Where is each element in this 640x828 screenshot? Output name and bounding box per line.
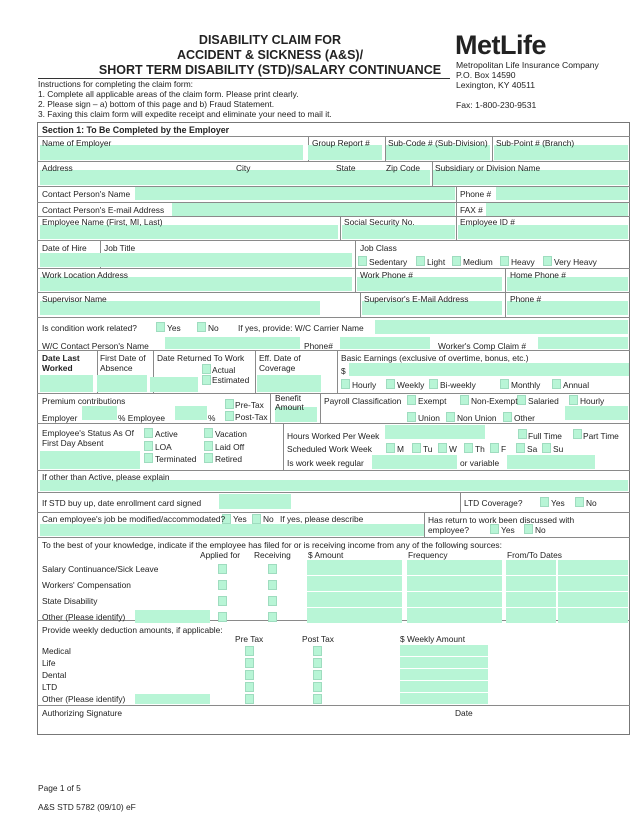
employer-pct-input[interactable] bbox=[82, 406, 117, 420]
label: Pre Tax bbox=[235, 634, 264, 644]
label: Hourly bbox=[580, 396, 605, 406]
day-w-checkbox[interactable] bbox=[438, 443, 447, 453]
income-to-date-input[interactable] bbox=[558, 592, 628, 607]
company-fax: Fax: 1-800-230-9531 bbox=[456, 100, 537, 110]
label: Very Heavy bbox=[554, 257, 597, 267]
deduction-amount-input[interactable] bbox=[400, 693, 488, 704]
deduction-amount-input[interactable] bbox=[400, 681, 488, 692]
job-class-sedentary-checkbox[interactable] bbox=[358, 256, 367, 266]
income-source-label: State Disability bbox=[42, 596, 98, 606]
deduction-posttax-checkbox[interactable] bbox=[313, 694, 322, 704]
receiving-checkbox[interactable] bbox=[268, 580, 277, 590]
signature-field[interactable] bbox=[40, 718, 450, 733]
income-from-date-input[interactable] bbox=[506, 592, 556, 607]
label: Contact Person's Name bbox=[42, 189, 131, 199]
label: Is condition work related? bbox=[42, 323, 137, 333]
label: or variable bbox=[460, 458, 500, 468]
deduction-label: Life bbox=[42, 658, 56, 668]
status-laid-off-checkbox[interactable] bbox=[204, 441, 213, 451]
signature-date-field[interactable] bbox=[453, 718, 628, 733]
divider bbox=[460, 492, 461, 512]
wc-carrier-input[interactable] bbox=[375, 320, 628, 334]
label: $ Amount bbox=[308, 550, 344, 560]
label: No bbox=[263, 514, 274, 524]
divider bbox=[456, 186, 457, 216]
divider bbox=[37, 240, 630, 241]
metlife-logo: MetLife bbox=[455, 30, 546, 60]
income-amount-input[interactable] bbox=[307, 608, 402, 623]
deduction-other-identify-input[interactable] bbox=[135, 694, 210, 704]
label: Weekly bbox=[397, 380, 425, 390]
wc-claim-input[interactable] bbox=[538, 337, 628, 349]
label: Name of Employer bbox=[42, 138, 112, 148]
form-number: A&S STD 5782 (09/10) eF bbox=[38, 802, 136, 812]
address-input[interactable] bbox=[40, 170, 430, 185]
deduction-pretax-checkbox[interactable] bbox=[245, 682, 254, 692]
label: Medium bbox=[463, 257, 493, 267]
divider bbox=[37, 492, 630, 493]
deduction-amount-input[interactable] bbox=[400, 657, 488, 668]
instruction: 3. Faxing this claim form will expedite receipt and eliminate your need to mail it. bbox=[38, 109, 332, 119]
divider bbox=[37, 161, 630, 162]
label: Subsidiary or Division Name bbox=[435, 163, 541, 173]
divider bbox=[255, 350, 256, 393]
label: Annual bbox=[563, 380, 590, 390]
deduction-posttax-checkbox[interactable] bbox=[313, 670, 322, 680]
label: To the best of your knowledge, indicate if the employee has filed for or is receiving income from any of the following sources: bbox=[42, 540, 502, 550]
label: Bi-weekly bbox=[440, 380, 476, 390]
form-title-line1: DISABILITY CLAIM FOR bbox=[198, 33, 342, 47]
income-amount-input[interactable] bbox=[307, 560, 402, 575]
deduction-pretax-checkbox[interactable] bbox=[245, 658, 254, 668]
income-frequency-input[interactable] bbox=[407, 608, 502, 623]
label: $ bbox=[341, 366, 346, 376]
contact-email-input[interactable] bbox=[172, 203, 455, 216]
section1-title: Section 1: To Be Completed by the Employer bbox=[42, 125, 230, 135]
label: Exempt bbox=[418, 396, 447, 406]
income-other-identify-input[interactable] bbox=[135, 610, 210, 623]
company-city: Lexington, KY 40511 bbox=[456, 80, 536, 90]
income-from-date-input[interactable] bbox=[506, 608, 556, 623]
label: Job Title bbox=[104, 243, 136, 253]
deduction-amount-input[interactable] bbox=[400, 669, 488, 680]
employee-pct-input[interactable] bbox=[175, 406, 207, 420]
company-box: P.O. Box 14590 bbox=[456, 70, 516, 80]
receiving-checkbox[interactable] bbox=[268, 612, 277, 622]
label: Employee Name (First, MI, Last) bbox=[42, 217, 163, 227]
payroll-other-checkbox[interactable] bbox=[503, 412, 512, 422]
pay-monthly-checkbox[interactable] bbox=[500, 379, 509, 389]
label: If other than Active, please explain bbox=[42, 472, 170, 482]
label: Yes bbox=[233, 514, 247, 524]
income-to-date-input[interactable] bbox=[558, 608, 628, 623]
label: Provide weekly deduction amounts, if applicable: bbox=[42, 625, 223, 635]
income-from-date-input[interactable] bbox=[506, 560, 556, 575]
work-related-no-checkbox[interactable] bbox=[197, 322, 206, 332]
day-su-checkbox[interactable] bbox=[542, 443, 551, 453]
label: No bbox=[208, 323, 219, 333]
label: City bbox=[236, 163, 251, 173]
status-vacation-checkbox[interactable] bbox=[204, 428, 213, 438]
label: Post-Tax bbox=[235, 412, 268, 422]
deduction-label: LTD bbox=[42, 682, 58, 692]
divider bbox=[37, 512, 630, 513]
divider bbox=[37, 537, 630, 538]
divider bbox=[355, 268, 356, 292]
wc-contact-input[interactable] bbox=[165, 337, 300, 349]
income-frequency-input[interactable] bbox=[407, 576, 502, 591]
label: If STD buy up, date enrollment card signed bbox=[42, 498, 202, 508]
label: Scheduled Work Week bbox=[287, 444, 372, 454]
date-last-worked-input[interactable] bbox=[40, 375, 93, 392]
ssn-input[interactable] bbox=[342, 225, 455, 239]
basic-earnings-input[interactable] bbox=[349, 363, 629, 376]
label: Employee's Status As Of First Day Absent bbox=[42, 428, 134, 448]
label: Work Phone # bbox=[360, 270, 413, 280]
income-to-date-input[interactable] bbox=[558, 560, 628, 575]
modified-no-checkbox[interactable] bbox=[252, 514, 261, 524]
divider bbox=[355, 240, 356, 268]
first-absence-input[interactable] bbox=[97, 375, 147, 392]
label: Other bbox=[514, 413, 535, 423]
wc-phone-input[interactable] bbox=[340, 337, 430, 349]
label: Home Phone # bbox=[510, 270, 566, 280]
receiving-checkbox[interactable] bbox=[268, 596, 277, 606]
instruction: 1. Complete all applicable areas of the claim form. Please print clearly. bbox=[38, 89, 299, 99]
divider bbox=[37, 470, 630, 471]
variable-week-input[interactable] bbox=[507, 455, 595, 469]
label: If yes, provide: W/C Carrier Name bbox=[238, 323, 364, 333]
status-date-input[interactable] bbox=[40, 451, 140, 469]
ltd-no-checkbox[interactable] bbox=[575, 497, 584, 507]
label: First Date of Absence bbox=[100, 353, 146, 373]
contact-name-input[interactable] bbox=[135, 187, 455, 200]
label: Active bbox=[155, 429, 178, 439]
deduction-posttax-checkbox[interactable] bbox=[313, 682, 322, 692]
job-class-heavy-checkbox[interactable] bbox=[500, 256, 509, 266]
label: Is work week regular bbox=[287, 458, 364, 468]
divider bbox=[37, 423, 630, 424]
label: Premium contributions bbox=[42, 396, 126, 406]
label: Authorizing Signature bbox=[42, 708, 123, 718]
hours-per-week-input[interactable] bbox=[385, 425, 485, 439]
label: Estimated bbox=[212, 375, 250, 385]
income-source-label: Salary Continuance/Sick Leave bbox=[42, 564, 159, 574]
deduction-label: Medical bbox=[42, 646, 71, 656]
label: Supervisor Name bbox=[42, 294, 107, 304]
label: Full Time bbox=[528, 431, 562, 441]
job-class-medium-checkbox[interactable] bbox=[452, 256, 461, 266]
divider bbox=[270, 393, 271, 423]
parttime-checkbox[interactable] bbox=[573, 429, 582, 439]
label: F bbox=[501, 444, 507, 454]
label: Non-Exempt bbox=[471, 396, 518, 406]
label: Date Last Worked bbox=[42, 353, 80, 373]
label: Employer bbox=[42, 413, 78, 423]
divider bbox=[424, 512, 425, 537]
income-to-date-input[interactable] bbox=[558, 576, 628, 591]
label: Yes bbox=[167, 323, 181, 333]
income-amount-input[interactable] bbox=[307, 576, 402, 591]
label: Job Class bbox=[360, 243, 397, 253]
ltd-yes-checkbox[interactable] bbox=[540, 497, 549, 507]
label: Vacation bbox=[215, 429, 247, 439]
label: Can employee's job be modified/accommodated? bbox=[42, 514, 226, 524]
form-title-line2: ACCIDENT & SICKNESS (A&S)/ bbox=[176, 48, 364, 62]
label: % bbox=[208, 413, 216, 423]
payroll-non-exempt-checkbox[interactable] bbox=[460, 395, 469, 405]
label: Actual bbox=[212, 365, 236, 375]
payroll-salaried-checkbox[interactable] bbox=[517, 395, 526, 405]
label: State bbox=[336, 163, 356, 173]
work-related-yes-checkbox[interactable] bbox=[156, 322, 165, 332]
company-name: Metropolitan Life Insurance Company bbox=[456, 60, 599, 70]
label: From/To Dates bbox=[507, 550, 562, 560]
divider bbox=[37, 317, 630, 318]
label: Su bbox=[553, 444, 564, 454]
payroll-other-input[interactable] bbox=[565, 406, 628, 420]
label: Benefit Amount bbox=[275, 393, 304, 412]
applied-for-checkbox[interactable] bbox=[218, 596, 227, 606]
pay-bi-weekly-checkbox[interactable] bbox=[429, 379, 438, 389]
income-source-label: Workers' Compensation bbox=[42, 580, 131, 590]
label: Has return to work been discussed with employee? bbox=[428, 515, 575, 535]
job-class-very-heavy-checkbox[interactable] bbox=[543, 256, 552, 266]
label: Zip Code bbox=[386, 163, 420, 173]
date-returned-input[interactable] bbox=[150, 377, 198, 392]
modified-describe-input[interactable] bbox=[40, 524, 424, 536]
day-th-checkbox[interactable] bbox=[464, 443, 473, 453]
day-f-checkbox[interactable] bbox=[490, 443, 499, 453]
label: Date of Hire bbox=[42, 243, 87, 253]
employee-name-input[interactable] bbox=[40, 225, 338, 239]
divider bbox=[340, 216, 341, 240]
label: Address bbox=[42, 163, 73, 173]
label: Date Returned To Work bbox=[157, 353, 245, 363]
divider bbox=[505, 292, 506, 317]
deduction-posttax-checkbox[interactable] bbox=[313, 658, 322, 668]
returned-estimated-checkbox[interactable] bbox=[202, 375, 211, 385]
label: Group Report # bbox=[312, 138, 370, 148]
employee-id-input[interactable] bbox=[458, 225, 628, 239]
label: Sedentary bbox=[369, 257, 408, 267]
income-from-date-input[interactable] bbox=[506, 576, 556, 591]
label: Applied for bbox=[200, 550, 241, 560]
fulltime-checkbox[interactable] bbox=[518, 429, 527, 439]
label: Phone # bbox=[510, 294, 542, 304]
deduction-label: Other (Please identify) bbox=[42, 694, 126, 704]
pay-weekly-checkbox[interactable] bbox=[386, 379, 395, 389]
label: Monthly bbox=[511, 380, 541, 390]
hire-jobtitle-input[interactable] bbox=[40, 253, 352, 267]
std-buyup-date-input[interactable] bbox=[219, 494, 291, 509]
label: No bbox=[535, 525, 546, 535]
regular-week-input[interactable] bbox=[372, 455, 457, 469]
label: Heavy bbox=[511, 257, 535, 267]
label: Th bbox=[475, 444, 485, 454]
instruction: 2. Please sign – a) bottom of this page and b) Fraud Statement. bbox=[38, 99, 275, 109]
deduction-amount-input[interactable] bbox=[400, 645, 488, 656]
instructions-heading: Instructions for completing the claim form: bbox=[38, 79, 193, 89]
label: Basic Earnings (exclusive of overtime, bonus, etc.) bbox=[341, 353, 529, 363]
divider bbox=[37, 268, 630, 269]
divider bbox=[492, 136, 493, 161]
label: W bbox=[449, 444, 457, 454]
status-retired-checkbox[interactable] bbox=[204, 453, 213, 463]
label: Payroll Classification bbox=[324, 396, 402, 406]
label: Salaried bbox=[528, 396, 559, 406]
label: % Employee bbox=[118, 413, 166, 423]
label: Post Tax bbox=[302, 634, 334, 644]
label: Light bbox=[427, 257, 446, 267]
contact-fax-input[interactable] bbox=[486, 203, 628, 216]
payroll-non-union-checkbox[interactable] bbox=[446, 412, 455, 422]
applied-for-checkbox[interactable] bbox=[218, 580, 227, 590]
receiving-checkbox[interactable] bbox=[268, 564, 277, 574]
divider bbox=[37, 705, 630, 706]
label: No bbox=[586, 498, 597, 508]
deduction-pretax-checkbox[interactable] bbox=[245, 646, 254, 656]
label: Social Security No. bbox=[344, 217, 415, 227]
deduction-posttax-checkbox[interactable] bbox=[313, 646, 322, 656]
label: Pre-Tax bbox=[235, 400, 264, 410]
day-m-checkbox[interactable] bbox=[386, 443, 395, 453]
label: Frequency bbox=[408, 550, 448, 560]
divider bbox=[283, 423, 284, 470]
label: Contact Person's E-mail Address bbox=[42, 205, 165, 215]
label: Supervisor's E-Mail Address bbox=[364, 294, 469, 304]
divider bbox=[320, 393, 321, 423]
label: Sub-Code # (Sub-Division) bbox=[388, 138, 488, 148]
label: If yes, please describe bbox=[280, 514, 364, 524]
label: LTD Coverage? bbox=[464, 498, 523, 508]
pretax-checkbox[interactable] bbox=[225, 399, 234, 409]
label: Sa bbox=[527, 444, 538, 454]
label: Retired bbox=[215, 454, 242, 464]
income-frequency-input[interactable] bbox=[407, 592, 502, 607]
label: Date bbox=[455, 708, 473, 718]
label: Worker's Comp Claim # bbox=[438, 341, 527, 351]
deduction-label: Dental bbox=[42, 670, 67, 680]
day-tu-checkbox[interactable] bbox=[412, 443, 421, 453]
label: Phone# bbox=[304, 341, 333, 351]
payroll-hourly-checkbox[interactable] bbox=[569, 395, 578, 405]
income-frequency-input[interactable] bbox=[407, 560, 502, 575]
label: M bbox=[397, 444, 404, 454]
divider bbox=[37, 393, 630, 394]
payroll-exempt-checkbox[interactable] bbox=[407, 395, 416, 405]
label: Yes bbox=[501, 525, 515, 535]
divider bbox=[37, 136, 630, 137]
label: LOA bbox=[155, 442, 172, 452]
form-title-line3: SHORT TERM DISABILITY (STD)/SALARY CONTINUANCE bbox=[98, 63, 442, 77]
label: Terminated bbox=[155, 454, 197, 464]
label: Tu bbox=[423, 444, 433, 454]
income-source-label: Other (Please identify) bbox=[42, 612, 126, 622]
label: Hours Worked Per Week bbox=[287, 431, 380, 441]
label: Eff. Date of Coverage bbox=[259, 353, 301, 373]
label: Sub-Point # (Branch) bbox=[496, 138, 575, 148]
label: Receiving bbox=[254, 550, 291, 560]
deduction-pretax-checkbox[interactable] bbox=[245, 694, 254, 704]
day-sa-checkbox[interactable] bbox=[516, 443, 525, 453]
eff-date-input[interactable] bbox=[257, 375, 321, 392]
returned-actual-checkbox[interactable] bbox=[202, 364, 211, 374]
label: Laid Off bbox=[215, 442, 245, 452]
label: $ Weekly Amount bbox=[400, 634, 466, 644]
applied-for-checkbox[interactable] bbox=[218, 564, 227, 574]
job-class-light-checkbox[interactable] bbox=[416, 256, 425, 266]
contact-phone-input[interactable] bbox=[496, 187, 628, 200]
deduction-pretax-checkbox[interactable] bbox=[245, 670, 254, 680]
label: Non Union bbox=[457, 413, 497, 423]
label: Part Time bbox=[583, 431, 619, 441]
label: Work Location Address bbox=[42, 270, 128, 280]
divider bbox=[456, 216, 457, 240]
label: Union bbox=[418, 413, 440, 423]
page-number: Page 1 of 5 bbox=[38, 783, 81, 793]
income-amount-input[interactable] bbox=[307, 592, 402, 607]
label: W/C Contact Person's Name bbox=[42, 341, 149, 351]
label: Yes bbox=[551, 498, 565, 508]
status-terminated-checkbox[interactable] bbox=[144, 453, 153, 463]
divider bbox=[37, 292, 630, 293]
label: Phone # bbox=[460, 189, 492, 199]
divider bbox=[505, 268, 506, 292]
pay-annual-checkbox[interactable] bbox=[552, 379, 561, 389]
label: FAX # bbox=[460, 205, 483, 215]
divider bbox=[337, 350, 338, 393]
label: Hourly bbox=[352, 380, 377, 390]
pay-hourly-checkbox[interactable] bbox=[341, 379, 350, 389]
payroll-union-checkbox[interactable] bbox=[407, 412, 416, 422]
applied-for-checkbox[interactable] bbox=[218, 612, 227, 622]
label: Employee ID # bbox=[460, 217, 515, 227]
divider bbox=[360, 292, 361, 317]
posttax-checkbox[interactable] bbox=[225, 411, 234, 421]
